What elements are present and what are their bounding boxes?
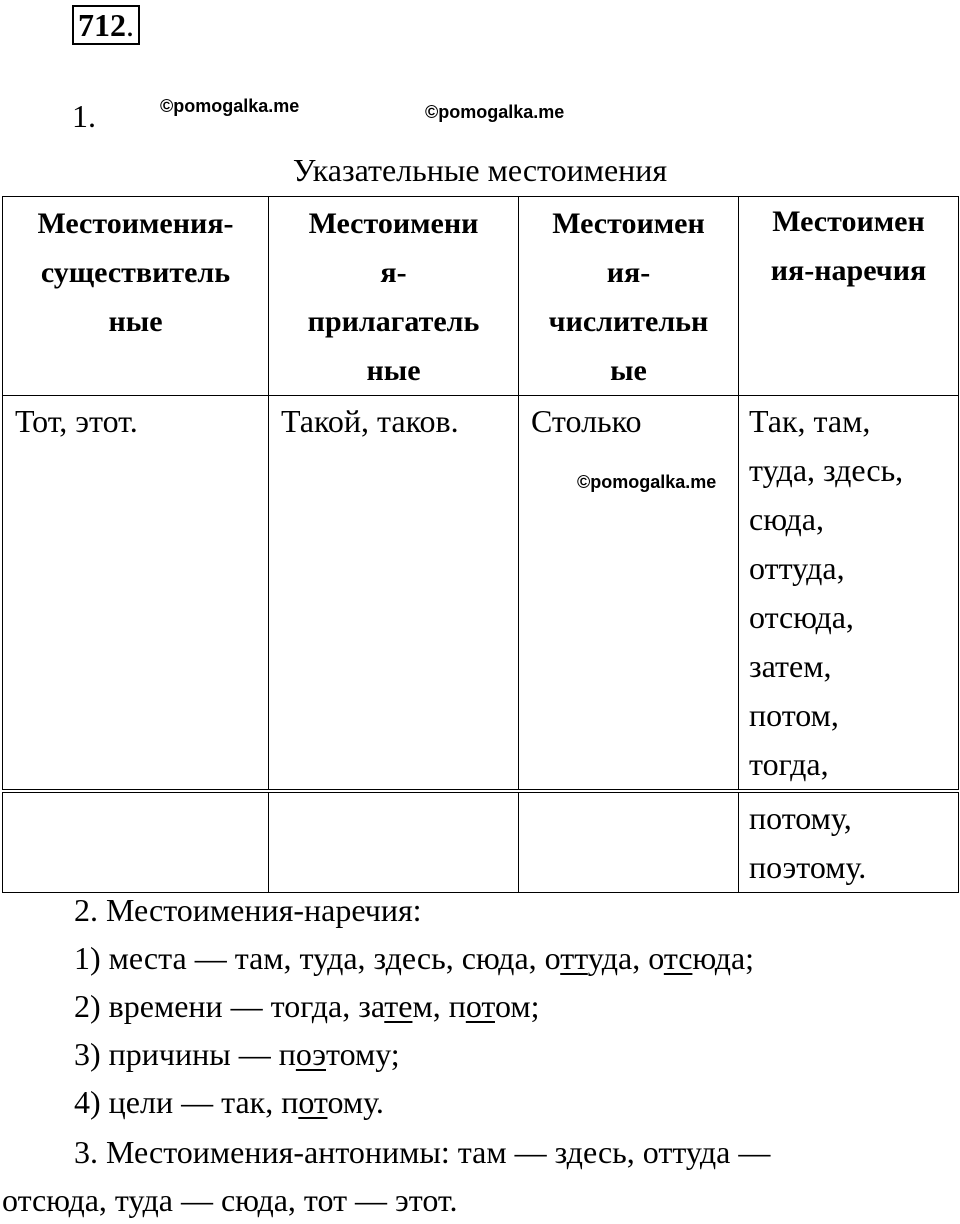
text-part: м, п: [412, 988, 466, 1024]
header-line: ые: [610, 354, 647, 387]
list-item: затем,: [749, 648, 832, 684]
underlined-part: тс: [663, 940, 693, 976]
underlined-part: от: [298, 1084, 328, 1120]
watermark: ©pomogalka.me: [425, 102, 565, 122]
list-item: отсюда,: [749, 599, 854, 635]
list-item: потому,: [749, 800, 852, 836]
exercise-number-dot: .: [126, 7, 134, 43]
text-part: уда, о: [587, 940, 664, 976]
header-line: числительн: [548, 305, 709, 338]
header-adverbs: [739, 197, 959, 396]
exercise-number: 712: [78, 7, 126, 43]
table-header-row: [3, 197, 959, 396]
underlined-part: те: [384, 988, 413, 1024]
item-number: 1.: [72, 98, 96, 134]
text-part: ом;: [494, 988, 540, 1024]
header-line: существитель: [40, 256, 231, 289]
text-part: 4) цели — так, п: [74, 1084, 299, 1120]
header-adjectives: [269, 197, 519, 396]
cell-nouns: Тот, этот.: [3, 396, 269, 792]
list-item: Так, там,: [749, 403, 871, 439]
header-line: я-: [380, 256, 407, 289]
table-row: [3, 396, 959, 792]
watermark: ©pomogalka.me: [160, 96, 300, 116]
text-part: тому;: [326, 1036, 400, 1072]
header-numerals: [519, 197, 739, 396]
table-caption: Указательные местоимения: [292, 152, 668, 188]
header-line: ия-: [606, 256, 651, 289]
header-line: ные: [366, 354, 421, 387]
section2-line3: [74, 1030, 400, 1078]
text-part: ому.: [327, 1084, 384, 1120]
text-part: 1) места — там, туда, здесь, сюда, о: [74, 940, 561, 976]
list-item: оттуда,: [749, 550, 845, 586]
cell-empty: [519, 791, 739, 893]
section2-line2: [74, 982, 540, 1030]
underlined-part: оэ: [295, 1036, 326, 1072]
header-line: ия-наречия: [770, 254, 927, 287]
section2-line1: [74, 934, 754, 982]
underlined-part: тт: [560, 940, 588, 976]
underlined-part: от: [465, 988, 495, 1024]
section3-line2: отсюда, туда — сюда, тот — этот.: [2, 1182, 458, 1218]
cell-adjectives: Такой, таков.: [269, 396, 519, 792]
section2-title: 2. Местоимения-наречия:: [74, 892, 422, 928]
list-item: потом,: [749, 697, 839, 733]
list-item: сюда,: [749, 501, 824, 537]
text-part: юда;: [692, 940, 755, 976]
header-nouns: [3, 197, 269, 396]
header-line: Местоимен: [552, 207, 705, 240]
cell-empty: [3, 791, 269, 893]
text-part: 2) времени — тогда, за: [74, 988, 385, 1024]
cell-adverbs: [739, 396, 959, 792]
cell-numerals: [519, 396, 739, 792]
cell-empty: [269, 791, 519, 893]
header-line: прилагатель: [307, 305, 480, 338]
header-line: Местоимен: [772, 205, 925, 238]
header-line: Местоимени: [308, 207, 479, 240]
cell-adverbs-cont: [739, 791, 959, 893]
exercise-number-box: [72, 5, 140, 45]
section2-line4: [74, 1078, 384, 1126]
list-item: туда, здесь,: [749, 452, 904, 488]
list-item: тогда,: [749, 746, 829, 782]
section3-line1: 3. Местоимения-антонимы: там — здесь, оттуда —: [74, 1134, 771, 1170]
header-line: Местоимения-: [37, 207, 234, 240]
header-line: ные: [108, 305, 163, 338]
cell-numerals-text: Столько: [531, 403, 642, 439]
text-part: 3) причины — п: [74, 1036, 296, 1072]
table-row: [3, 791, 959, 893]
watermark: ©pomogalka.me: [577, 472, 717, 492]
pronoun-table: [2, 196, 959, 893]
list-item: поэтому.: [749, 849, 867, 885]
